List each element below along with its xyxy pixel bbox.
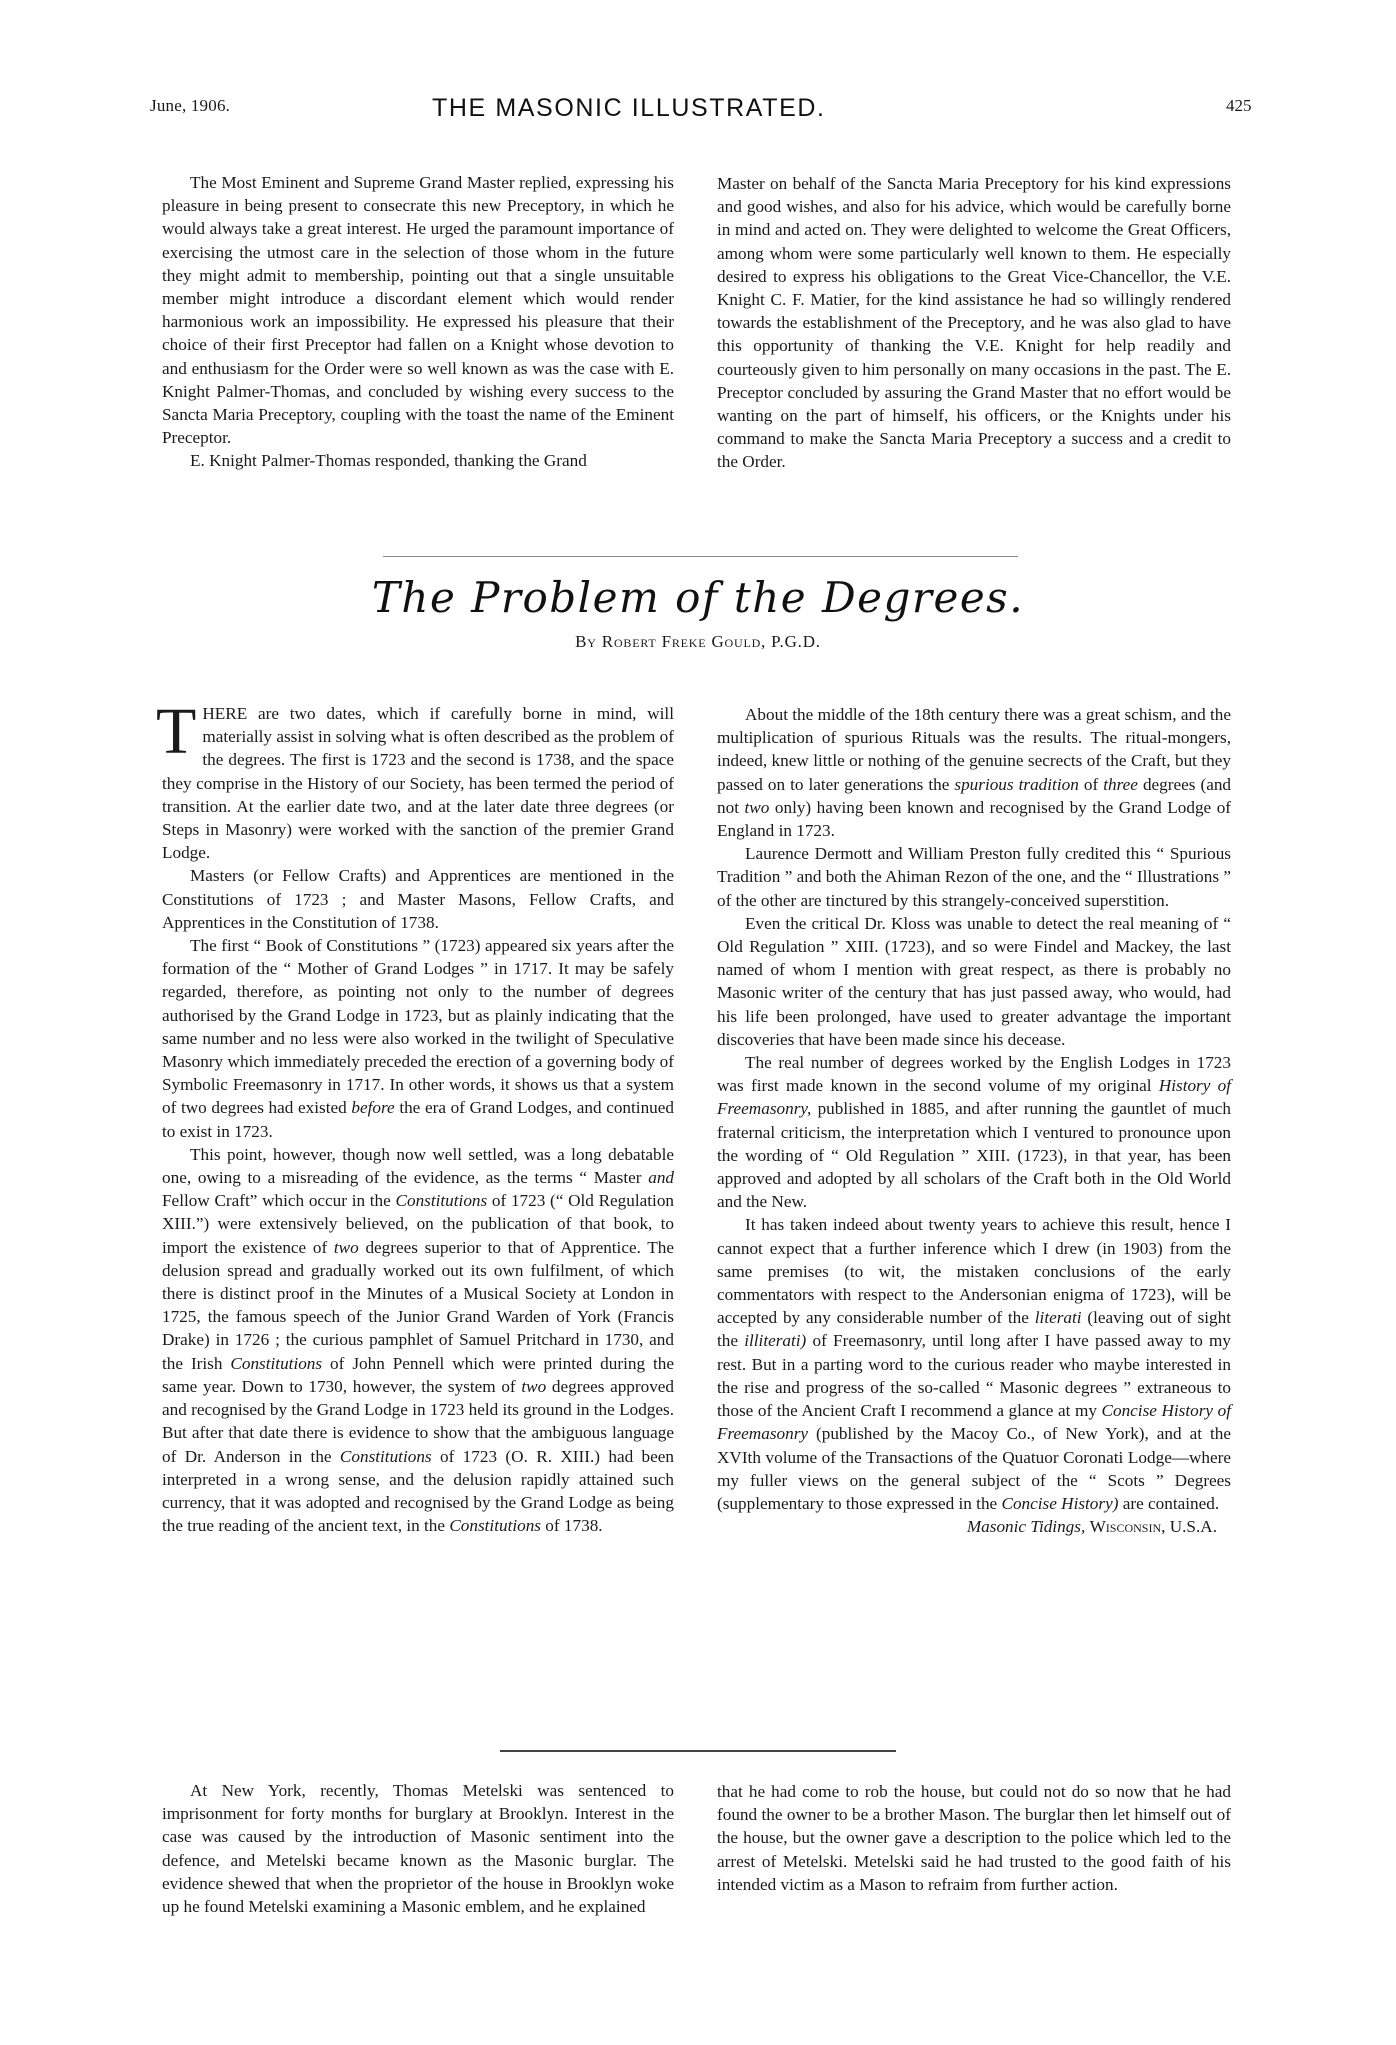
paragraph: that he had come to rob the house, but could not do so now that he had found the owner to be a brother Mason. The burglar then let himself out of the house, but the owner gave a description to the police which led to the arrest of Metelski. Metelski said he had trusted to the good faith of his intended victim as a Mason to refraim from further action. xyxy=(717,1782,1231,1894)
paragraph: E. Knight Palmer-Thomas responded, thanking the Grand xyxy=(190,451,587,471)
paragraph: Masters (or Fellow Crafts) and Apprentices are mentioned in the Constitutions of 1723 ; and Master Masons, Fellow Crafts, and Apprentices in the Constitution of 1738. xyxy=(162,866,674,932)
publication-title: THE MASONIC ILLUSTRATED. xyxy=(432,94,826,122)
article-source: Masonic Tidings, Wisconsin, U.S.A. xyxy=(966,1517,1217,1537)
paragraph: About the middle of the 18th century there was a great schism, and the multiplication of spurious Rituals was the results. The ritual-mongers, indeed, knew little or nothing of the genuine secrects of the Craft, but they passed on to later generations the spurious tradition of three degrees (and not two only) having been known and recognised by the Grand Lodge of England in 1723. xyxy=(717,705,1232,841)
section-divider xyxy=(383,556,1018,557)
article-title: The Problem of the Degrees. xyxy=(371,573,1025,622)
paragraph: Master on behalf of the Sancta Maria Preceptory for his kind expressions and good wishes, and also for his advice, which would be carefully borne in mind and acted on. They were delighted to welcome the Great Officers, among whom were some particularly well known to them. He especially desired to express his obligations to the Great Vice-Chancellor, the V.E. Knight C. F. Matier, for the kind assistance he had so willingly rendered towards the establishment of the Preceptory, and he was also glad to have this opportunity of thanking the V.E. Knight for help readily and courteously given to him personally on many occasions in the past. The E. Preceptor concluded by assuring the Grand Master that no effort would be wanting on the part of himself, his officers, or the Knights under his command to make the Sancta Maria Preceptory a success and a credit to the Order. xyxy=(717,174,1231,472)
article-right-column xyxy=(717,703,1231,1538)
article-byline: By Robert Freke Gould, P.G.D. xyxy=(575,632,821,651)
paragraph: The real number of degrees worked by the English Lodges in 1723 was first made known in the second volume of my original History of Freemasonry, published in 1885, and after running the gauntlet of much fraternal criticism, the interpretation which I ventured to pronounce upon the wording of “ Old Regulation ” XIII. (1723), in that year, has been approved and adopted by all scholars of the Craft both in the Old World and the New. xyxy=(717,1053,1232,1212)
paragraph: This point, however, though now well settled, was a long debatable one, owing to a misreading of the evidence, as the terms “ Master and Fellow Craft” which occur in the Constitutions of 1723 (“ Old Regulation XIII.”) were extensively believed, on the publication of that book, to import the existence of two degrees superior to that of Apprentice. The delusion spread and gradually worked out its own fulfilment, of which there is distinct proof in the Minutes of a Musical Society at London in 1725, the famous speech of the Junior Grand Warden of York (Francis Drake) in 1726 ; the curious pamphlet of Samuel Pritchard in 1730, and the Irish Constitutions of John Pennell which were printed during the same year. Down to 1730, however, the system of two degrees approved and recognised by the Grand Lodge in 1723 held its ground in the Lodges. But after that date there is evidence to show that the ambiguous language of Dr. Anderson in the Constitutions of 1723 (O. R. XIII.) had been interpreted in a wrong sense, and the delusion rapidly attained such currency, that it was adopted and recognised by the Grand Lodge as being the true reading of the ancient text, in the Constitutions of 1738. xyxy=(162,1144,675,1536)
paragraph: THERE are two dates, which if carefully borne in mind, will materially assist in solving what is often described as the problem of the degrees. The first is 1723 and the second is 1738, and the space they comprise in the History of our Society, has been termed the period of transition. At the earlier date two, and at the later date three degrees (or Steps in Masonry) were worked with the sanction of the premier Grand Lodge. xyxy=(156,695,674,863)
article-left-column xyxy=(156,695,675,1537)
paragraph: Laurence Dermott and William Preston fully credited this “ Spurious Tradition ” and both the Ahiman Rezon of the one, and the “ Illustrations ” of the other are tinctured by this strangely-conceived superstition. xyxy=(717,844,1231,910)
paragraph: Even the critical Dr. Kloss was unable to detect the real meaning of “ Old Regulation ” XIII. (1723), and so were Findel and Mackey, the last named of whom I mention with great respect, as there is probably no Masonic writer of the century that has just passed away, who would, had his life been prolonged, have used to greater advantage the important discoveries that have been made since his decease. xyxy=(717,913,1231,1049)
section-divider xyxy=(500,1750,896,1752)
paragraph: The Most Eminent and Supreme Grand Master replied, expressing his pleasure in being present to consecrate this new Preceptory, in which he would always take a great interest. He urged the paramount importance of exercising the utmost care in the selection of those whom in the future they might admit to membership, pointing out that a single unsuitable member might introduce a discordant element which would render harmonious work an impossibility. He expressed his pleasure that their choice of their first Preceptor had fallen on a Knight whose devotion to and enthusiasm for the Order were so well known as was the case with E. Knight Palmer-Thomas, and concluded by wishing every success to the Sancta Maria Preceptory, coupling with the toast the name of the Eminent Preceptor. xyxy=(162,173,674,448)
paragraph: At New York, recently, Thomas Metelski was sentenced to imprisonment for forty months for burglary at Brooklyn. Interest in the case was caused by the introduction of Masonic sentiment into the defence, and Metelski became known as the Masonic burglar. The evidence shewed that when the proprietor of the house in Brooklyn woke up he found Metelski examining a Masonic emblem, and he explained xyxy=(162,1781,674,1917)
issue-date: June, 1906. xyxy=(150,96,231,115)
page-number: 425 xyxy=(1226,96,1252,115)
top-left-column xyxy=(162,171,674,473)
paragraph: The first “ Book of Constitutions ” (1723) appeared six years after the formation of the “ Mother of Grand Lodges ” in 1717. It may be safely regarded, therefore, as pointing not only to the number of degrees authorised by the Grand Lodge in 1723, but as plainly indicating that the same number and no less were also worked in the twilight of Speculative Masonry which immediately preceded the erection of a governing body of Symbolic Freemasonry in 1717. In other words, it shows us that a system of two degrees had existed before the era of Grand Lodges, and continued to exist in 1723. xyxy=(162,936,674,1141)
news-left-column xyxy=(162,1779,674,1918)
paragraph: It has taken indeed about twenty years to achieve this result, hence I cannot expect that a further inference which I drew (in 1903) from the same premises (to wit, the mistaken conclusions of the early commentators with respect to the Andersonian enigma of 1723), will be accepted by any considerable number of the literati (leaving out of sight the illiterati) of Freemasonry, until long after I have passed away to my rest. But in a parting word to the curious reader who maybe interested in the rise and progress of the so-called “ Masonic degrees ” extraneous to those of the Ancient Craft I recommend a glance at my Concise History of Freemasonry (published by the Macoy Co., of New York), and at the XVIth volume of the Transactions of the Quatuor Coronati Lodge—where my fuller views on the general subject of the “ Scots ” Degrees (supplementary to those expressed in the Concise History) are contained. xyxy=(717,1215,1232,1513)
top-right-column xyxy=(717,172,1231,474)
drop-cap: T xyxy=(156,695,197,768)
news-right-column xyxy=(717,1780,1231,1896)
